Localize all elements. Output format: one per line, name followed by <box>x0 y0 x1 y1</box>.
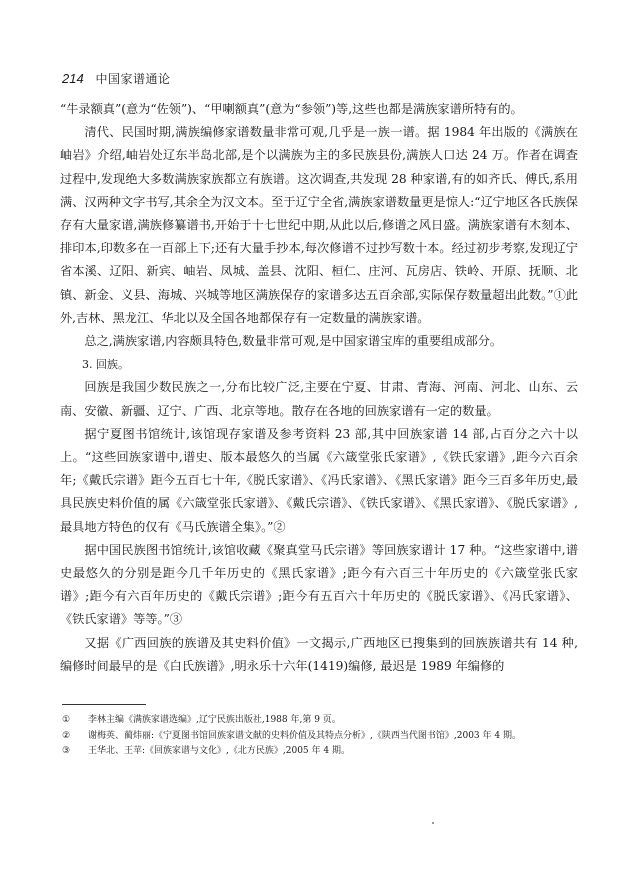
footnote-divider <box>62 704 146 705</box>
footnote-text: 谢梅英、蔺炜丽:《宁夏图书馆回族家谱文献的史料价值及其特点分析》,《陕西当代图书馆》,2003 年 4 期。 <box>88 730 521 741</box>
footnote-mark: ③ <box>62 746 71 756</box>
page-number: 214 <box>62 71 84 86</box>
paragraph-ethnic-library: 据中国民族图书馆统计,该馆收藏《聚真堂马氏宗谱》等回族家谱计 17 种。“这些家谱中,谱史最悠久的分别是距今几千年历史的《黑氏家谱》;距今有六百三十年历史的《六箴堂张氏家谱》;距今有六百年历史的《戴氏宗谱》;距今有五百六十年历史的《脱氏家谱》、《冯氏家谱》、《铁氏家谱》等等。”③ <box>60 542 578 627</box>
paragraph-ningxia-library: 据宁夏图书馆统计,该馆现存家谱及参考资料 23 部,其中回族家谱 14 部,占百分之六十以上。“这些回族家谱中,谱史、版本最悠久的当属《六箴堂张氏家谱》,《铁氏家谱》,距今六百余年;《戴氏宗谱》距今五百七十年,《脱氏家谱》、《冯氏家谱》、《黑氏家谱》距今三百多年历史,最具民族史料价值的属《六箴堂张氏家谱》、《戴氏宗谱》、《铁氏家谱》、《黑氏家谱》、《脱氏家谱》,最具地方特色的仅有《马氏族谱全集》。”② <box>60 426 578 534</box>
footnote-1 <box>62 713 578 729</box>
section-heading-hui: 3. 回族。 <box>82 358 129 372</box>
footnote-mark: ② <box>62 730 71 741</box>
footnote-2 <box>62 729 578 745</box>
footnote-mark: ① <box>62 715 71 725</box>
paragraph-guangxi: 又据《广西回族的族谱及其史料价值》一文揭示,广西地区已搜集到的回族族谱共有 14 种,编修时间最早的是《白氏族谱》,明永乐十六年(1419)编修, 最迟是 1989 年编修的 <box>60 635 578 673</box>
paragraph-hui-intro: 回族是我国少数民族之一,分布比较广泛,主要在宁夏、甘肃、青海、河南、河北、山东、云南、安徽、新疆、辽宁、广西、北京等地。散存在各地的回族家谱有一定的数量。 <box>60 380 578 418</box>
main-text <box>60 98 578 678</box>
paragraph-manchu-genealogies: 清代、民国时期,满族编修家谱数量非常可观,几乎是一族一谱。据 1984 年出版的《满族在岫岩》介绍,岫岩处辽东半岛北部,是个以满族为主的多民族县份,满族人口达 24 万。作者在调查过程中,发现绝大多数满族家族都立有族谱。这次调查,共发现 28 种家谱,有的如齐氏、傅氏,系用满、汉两种文字书写,其余全为汉文本。至于辽宁全省,满族家谱数量更是惊人:“辽宁地区各氏族保存有大量家谱,满族修纂谱书,开始于十七世纪中期,从此以后,修谱之风日盛。满族家谱有木刻本、排印本,印数多在一百部上下;还有大量手抄本,每次修谱不过抄写数十本。经过初步考察,发现辽宁省本溪、辽阳、新宾、岫岩、凤城、盖县、沈阳、桓仁、庄河、瓦房店、铁岭、开原、抚顺、北镇、新金、义县、海城、兴城等地区满族保存的家谱多达五百余部,实际保存数量超出此数。”①此外,吉林、黑龙江、华北以及全国各地都保存有一定数量的满族家谱。 <box>60 125 578 325</box>
running-header <box>62 70 582 88</box>
footnotes <box>62 713 578 760</box>
book-title: 中国家谱通论 <box>95 72 171 86</box>
paragraph-continued: “牛录额真”(意为“佐领”)、“甲喇额真”(意为“参领”)等,这些也都是满族家谱所特有的。 <box>60 102 523 116</box>
footnote-text: 王华北、王苹:《回族家谱与文化》,《北方民族》,2005 年 4 期。 <box>88 746 350 756</box>
footnote-3 <box>62 744 578 760</box>
scan-speck <box>432 822 434 824</box>
paragraph-summary: 总之,满族家谱,内容颇具特色,数量非常可观,是中国家谱宝库的重要组成部分。 <box>84 334 503 349</box>
footnote-text: 李林主编《满族家谱选编》,辽宁民族出版社,1988 年,第 9 页。 <box>88 715 341 725</box>
